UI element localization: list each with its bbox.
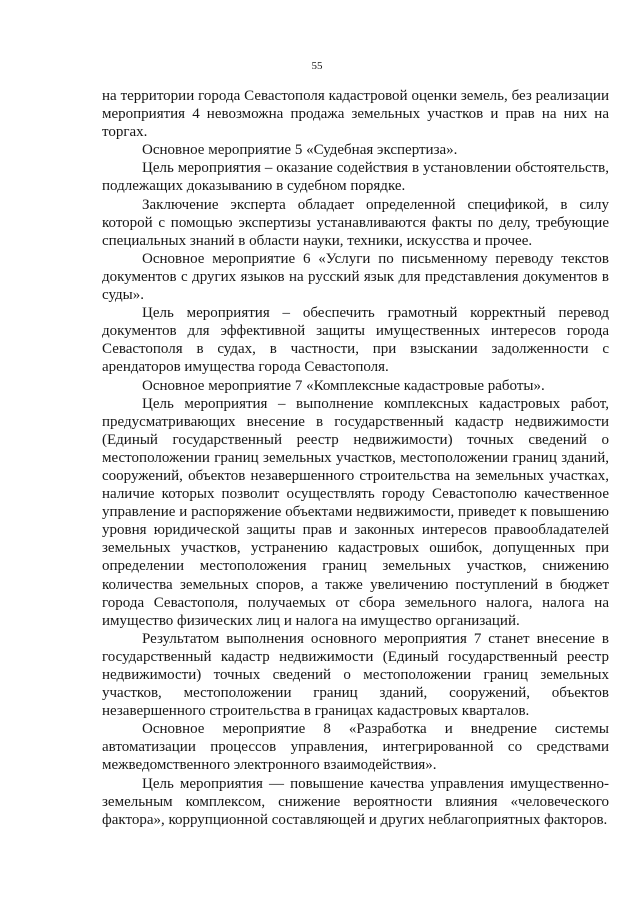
section-heading-7: Основное мероприятие 7 «Комплексные кадастровые работы».	[142, 377, 545, 394]
paragraph: Цель мероприятия – выполнение комплексных кадастровых работ, предусматривающих внесение в государственный кадастр недвижимости (Единый государственный реестр недвижимости) точных сведений о местоположении границ земельных участков, местоположении границ зданий, сооружений, объектов незавершенного строительства на земельных участках, наличие которых позволит осуществлять городу Севастополю качественное управление и распоряжение объектами недвижимости, приведет к повышению уровня юридической защиты прав и законных интересов правообладателей земельных участков, устранению кадастровых ошибок, допущенных при определении местоположения границ земельных участков, снижению количества земельных споров, а также увеличению поступлений в бюджет города Севастополя, получаемых от сбора земельного налога, налога на имущество физических лиц и налога на имущество организаций.	[102, 395, 609, 629]
section-heading-8: Основное мероприятие 8 «Разработка и внедрение системы автоматизации процессов управления, интегрированной со средствами межведомственного электронного взаимодействия».	[102, 721, 609, 774]
paragraph: Цель мероприятия — повышение качества управления имущественно-земельным комплексом, снижение вероятности влияния «человеческого фактора», коррупционной составляющей и других неблагоприятных факторов.	[102, 775, 609, 828]
paragraph: Результатом выполнения основного мероприятия 7 станет внесение в государственный кадастр недвижимости (Единый государственный реестр недвижимости) точных сведений о местоположении границ земельных участков, местоположении границ зданий, сооружений, объектов незавершенного строительства в границах кадастровых кварталов.	[102, 630, 609, 720]
paragraph: Цель мероприятия – оказание содействия в установлении обстоятельств, подлежащих доказыванию в судебном порядке.	[102, 160, 609, 195]
document-body	[102, 87, 609, 829]
page-number: 55	[311, 60, 323, 72]
paragraph: Цель мероприятия – обеспечить грамотный корректный перевод документов для эффективной защиты имущественных интересов города Севастополя в судах, в частности, при взыскании задолженности с арендаторов имущества города Севастополя.	[102, 305, 609, 376]
paragraph: на территории города Севастополя кадастровой оценки земель, без реализации мероприятия 4 невозможна продажа земельных участков и прав на них на торгах.	[102, 88, 609, 141]
paragraph: Заключение эксперта обладает определенной спецификой, в силу которой с помощью экспертизы устанавливаются факты по делу, требующие специальных знаний в области науки, техники, искусства и прочее.	[102, 196, 609, 249]
section-heading-6: Основное мероприятие 6 «Услуги по письменному переводу текстов документов с других языков на русский язык для представления документов в суды».	[102, 250, 609, 304]
section-heading-5: Основное мероприятие 5 «Судебная экспертиза».	[142, 142, 458, 159]
